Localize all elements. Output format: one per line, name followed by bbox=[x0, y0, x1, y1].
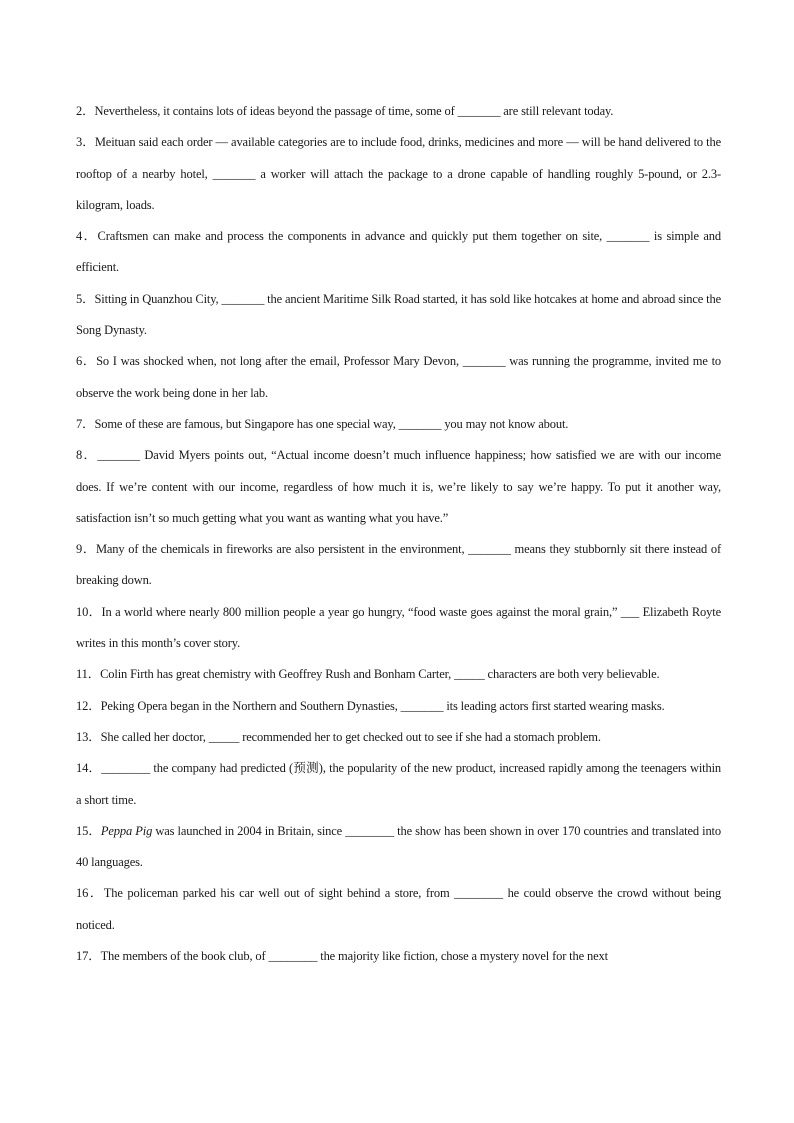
question-number: 11． bbox=[76, 667, 101, 682]
question-text: Some of these are famous, but Singapore has one special way, _______ you may not know about. bbox=[94, 416, 569, 431]
question-text: _______ David Myers points out, “Actual income doesn’t much influence happiness; how satisfied we are with our income does. If we’re content with our income, regardless of how much it is, we’re likely to say we’re happy. To put it another way, satisfaction isn’t so much getting what you want as wanting what you have.” bbox=[76, 448, 721, 525]
question-16 bbox=[76, 878, 721, 941]
question-text: ________ the company had predicted (预测), the popularity of the new product, increased rapidly among the teenagers within a short time. bbox=[76, 761, 721, 807]
question-number: 10． bbox=[76, 604, 102, 619]
question-number: 4． bbox=[76, 229, 98, 244]
question-number: 6． bbox=[76, 354, 97, 369]
question-text: The members of the book club, of ________ the majority like fiction, chose a mystery novel for the next bbox=[100, 949, 608, 964]
question-6 bbox=[76, 346, 721, 409]
question-4 bbox=[76, 221, 721, 284]
question-11 bbox=[76, 659, 721, 690]
question-2 bbox=[76, 96, 721, 127]
question-number: 16． bbox=[76, 886, 104, 901]
question-10 bbox=[76, 597, 721, 660]
book-title: Peppa Pig bbox=[100, 823, 153, 838]
question-number: 12． bbox=[76, 698, 101, 713]
question-number: 3． bbox=[76, 135, 95, 150]
question-text: The policeman parked his car well out of sight behind a store, from ________ he could observe the crowd without being noticed. bbox=[76, 886, 721, 932]
question-text: In a world where nearly 800 million people a year go hungry, “food waste goes against the moral grain,” ___ Elizabeth Royte writes in this month’s cover story. bbox=[76, 604, 721, 651]
question-7 bbox=[76, 409, 721, 440]
question-number: 13． bbox=[76, 729, 101, 744]
question-13 bbox=[76, 722, 721, 753]
question-number: 17． bbox=[76, 949, 101, 964]
question-12 bbox=[76, 691, 721, 722]
question-text: She called her doctor, _____ recommended her to get checked out to see if she had a stomach problem. bbox=[100, 729, 601, 744]
question-text: Nevertheless, it contains lots of ideas beyond the passage of time, some of _______ are still relevant today. bbox=[94, 104, 614, 118]
question-text: Many of the chemicals in fireworks are also persistent in the environment, _______ means they stubbornly sit there instead of breaking down. bbox=[76, 542, 721, 588]
question-text: Peking Opera began in the Northern and Southern Dynasties, _______ its leading actors first started wearing masks. bbox=[100, 698, 665, 713]
question-17 bbox=[76, 941, 721, 972]
question-number: 14． bbox=[76, 761, 102, 776]
question-number: 8． bbox=[76, 448, 98, 463]
question-number: 9． bbox=[76, 542, 96, 557]
question-15 bbox=[76, 816, 721, 879]
worksheet-page bbox=[76, 96, 721, 972]
question-text: Sitting in Quanzhou City, _______ the ancient Maritime Silk Road started, it has sold like hotcakes at home and abroad since the Song Dynasty. bbox=[76, 291, 721, 338]
question-text: Colin Firth has great chemistry with Geoffrey Rush and Bonham Carter, _____ characters are both very believable. bbox=[100, 667, 660, 682]
question-9 bbox=[76, 534, 721, 597]
question-text: So I was shocked when, not long after the email, Professor Mary Devon, _______ was running the programme, invited me to observe the work being done in her lab. bbox=[76, 354, 721, 400]
question-text: was launched in 2004 in Britain, since ________ the show has been shown in over 170 countries and translated into 40 languages. bbox=[76, 823, 721, 870]
question-number: 15． bbox=[76, 823, 101, 838]
question-3 bbox=[76, 127, 721, 221]
question-14 bbox=[76, 753, 721, 816]
question-number: 5． bbox=[76, 291, 95, 306]
question-number: 2． bbox=[76, 104, 95, 118]
question-5 bbox=[76, 284, 721, 347]
question-8 bbox=[76, 440, 721, 534]
question-text: Meituan said each order — available categories are to include food, drinks, medicines and more — will be hand delivered to the rooftop of a nearby hotel, _______ a worker will attach the package to a drone capable of handling roughly 5-pound, or 2.3-kilogram, loads. bbox=[76, 135, 721, 212]
question-number: 7． bbox=[76, 416, 95, 431]
question-text: Craftsmen can make and process the components in advance and quickly put them together on site, _______ is simple and efficient. bbox=[76, 229, 721, 275]
